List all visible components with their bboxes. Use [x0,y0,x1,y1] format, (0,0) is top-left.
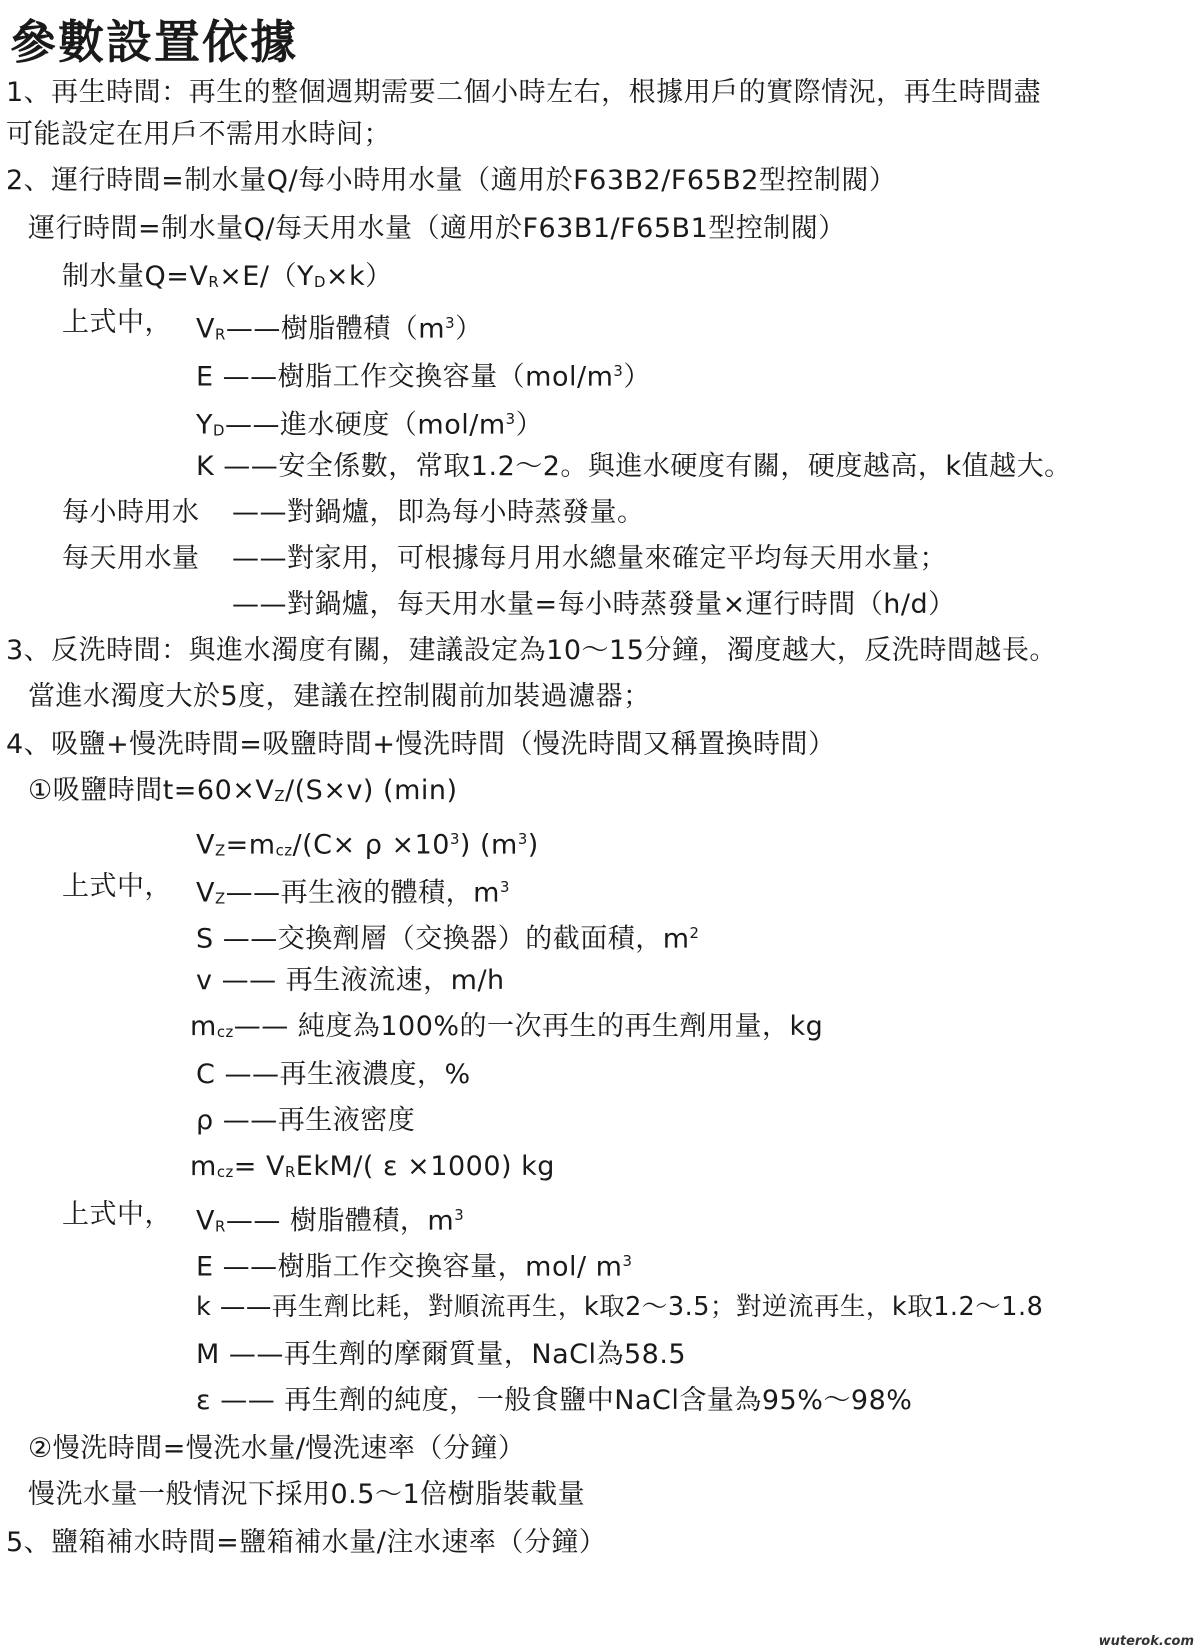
sec4-def-s: S ——交換劑層（交換器）的截面積，$m^2$ [196,923,700,955]
sec3-line2: 當進水濁度大於5度，建議在控制閥前加裝過濾器； [28,681,651,712]
sec4-def2-e: E ——樹脂工作交換容量，mol/ $m^3$ [196,1251,633,1283]
daily-desc1: ——對家用，可根據每月用水總量來確定平均每天用水量； [232,543,947,574]
sec4-sub1: ①吸鹽時間t=60×VZ/(S×v) (min) [28,775,458,806]
daily-label: 每天用水量 [62,543,200,574]
sec3-line1: 3、反洗時間：與進水濁度有關，建議設定為10～15分鐘，濁度越大，反洗時間越長。 [6,635,1057,666]
sec4-where-label: 上式中， [62,871,172,902]
sec4-sub2: ②慢洗時間=慢洗水量/慢洗速率（分鐘） [28,1433,526,1464]
sec4-vz-formula: $VZ=mcz/(C\times \rho \times 10^3)$ $(m^3)$ [196,829,539,861]
sec4-mcz-formula: mcz= VREkM/( ε ×1000) kg [190,1151,555,1182]
page-title: 參數設置依據 [10,15,298,69]
sec2-formula: 制水量Q=VR×E/（YD×k） [62,261,393,292]
sec4-def-v: v —— 再生液流速，m/h [196,965,505,996]
sec2-def-e: E ——樹脂工作交換容量$(mol/m^3)$ [196,361,651,393]
sec4-def2-m: M ——再生劑的摩爾質量，NaCl為58.5 [196,1339,687,1370]
daily-desc2: ——對鍋爐，每天用水量=每小時蒸發量×運行時間（h/d） [232,589,956,620]
sec4-def-mcz: mcz—— 純度為100%的一次再生的再生劑用量，kg [190,1011,824,1042]
sec4-line1: 4、吸鹽+慢洗時間=吸鹽時間+慢洗時間（慢洗時間又稱置換時間） [6,729,836,760]
sec1-line2: 可能設定在用戶不需用水時间； [6,119,391,150]
sec2-def-yd: YD——進水硬度$(mol/m^3)$ [196,409,544,441]
hourly-desc: ——對鍋爐，即為每小時蒸發量。 [232,497,645,528]
sec5-line1: 5、鹽箱補水時間=鹽箱補水量/注水速率（分鐘） [6,1527,607,1558]
sec2-line2: 運行時間=制水量Q/每天用水量（適用於F63B1/F65B1型控制閥） [28,213,846,244]
sec4-where-label2: 上式中， [62,1199,172,1230]
sec1-line1: 1、再生時間：再生的整個週期需要二個小時左右，根據用戶的實際情況，再生時間盡 [6,77,1042,108]
watermark: wuterok.com [1098,1634,1194,1649]
sec2-def-vr: VR——樹脂體積$(m^3)$ [196,313,483,345]
sec2-def-k: K ——安全係數，常取1.2～2。與進水硬度有關，硬度越高，k值越大。 [196,451,1072,482]
sec4-def2-epsilon: ε —— 再生劑的純度，一般食鹽中NaCl含量為95%～98% [196,1385,913,1416]
sec2-where-label: 上式中， [62,307,172,338]
sec4-def2-k: k ——再生劑比耗，對順流再生，k取2～3.5；對逆流再生，k取1.2～1.8 [196,1292,1044,1322]
sec4-def-vz: VZ——再生液的體積，$m^3$ [196,877,510,909]
hourly-label: 每小時用水 [62,497,200,528]
sec4-def2-vr: VR—— 樹脂體積，$m^3$ [196,1205,465,1237]
sec2-line1: 2、運行時間=制水量Q/每小時用水量（適用於F63B2/F65B2型控制閥） [6,165,897,196]
sec4-def-rho: ρ ——再生液密度 [196,1105,416,1136]
sec4-def-c: C ——再生液濃度，% [196,1059,471,1090]
sec4-sub2-note: 慢洗水量一般情況下採用0.5～1倍樹脂裝載量 [28,1479,586,1510]
